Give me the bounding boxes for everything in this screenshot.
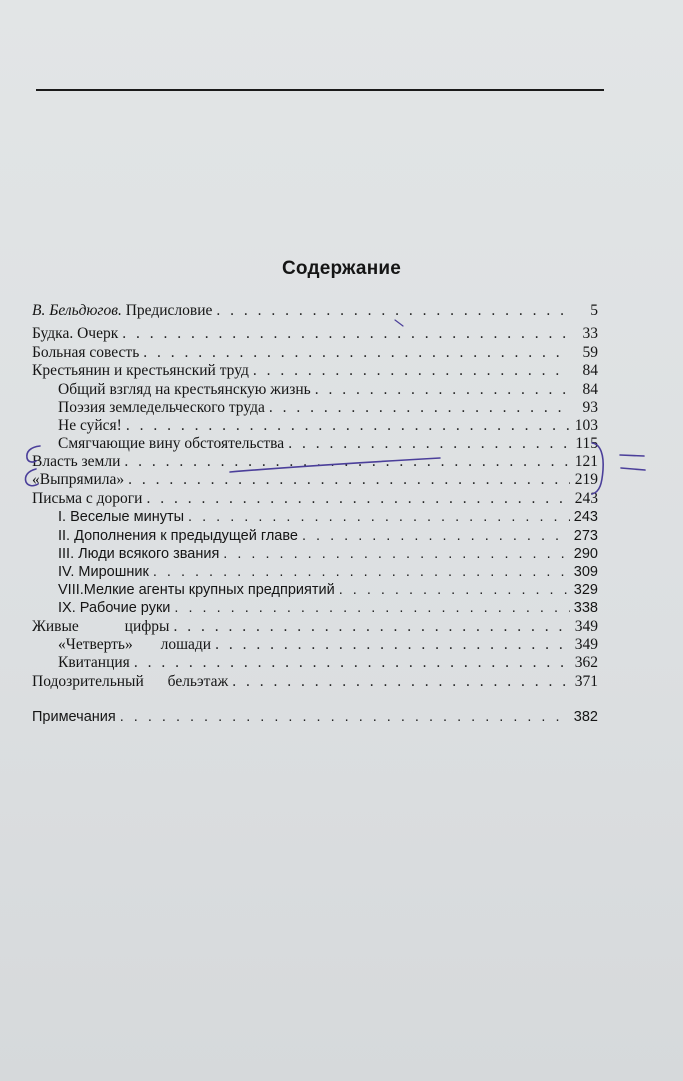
toc-page: 84 bbox=[582, 381, 598, 398]
toc-page: 243 bbox=[573, 509, 598, 525]
toc-label: «Выпрямила» bbox=[32, 471, 125, 488]
toc-page: 349 bbox=[574, 618, 598, 635]
toc-page: 219 bbox=[574, 471, 598, 488]
toc-page: 382 bbox=[573, 709, 598, 725]
toc-page: 243 bbox=[574, 490, 598, 507]
toc-label: Власть земли bbox=[32, 453, 121, 470]
dash-mark bbox=[621, 468, 645, 470]
toc-label: Смягчающие вину обстоятельства bbox=[58, 435, 285, 452]
toc-label: Подозрительный бельэтаж bbox=[32, 673, 229, 690]
toc-page: 59 bbox=[582, 344, 598, 361]
toc-page: 362 bbox=[574, 654, 598, 671]
toc-label: Примечания bbox=[32, 709, 116, 725]
toc-label: Квитанция bbox=[58, 654, 130, 671]
small-stroke bbox=[395, 320, 403, 326]
right-bracket-mark bbox=[592, 443, 603, 494]
toc-page: 338 bbox=[573, 600, 598, 616]
toc-page: 84 bbox=[582, 362, 598, 379]
toc-page: 371 bbox=[574, 673, 598, 690]
toc-label: Живые цифры bbox=[32, 618, 170, 635]
toc-page: 349 bbox=[574, 636, 598, 653]
toc-page: 115 bbox=[575, 435, 598, 452]
toc-page: 93 bbox=[582, 399, 598, 416]
toc-label: Общий взгляд на крестьянскую жизнь bbox=[58, 381, 311, 398]
toc-page: 329 bbox=[573, 582, 598, 598]
toc-label: «Четверть» лошади bbox=[58, 636, 212, 653]
toc-page: 103 bbox=[574, 417, 598, 434]
toc-page: 33 bbox=[582, 325, 598, 342]
dash-mark bbox=[620, 455, 644, 456]
toc-label: Поэзия земледельческого труда bbox=[58, 399, 265, 416]
toc-page: 290 bbox=[573, 546, 598, 562]
toc-page: 121 bbox=[574, 453, 598, 470]
toc-label: Больная совесть bbox=[32, 344, 140, 361]
toc-label: III. Люди всякого звания bbox=[58, 546, 220, 562]
toc-page: 5 bbox=[590, 302, 598, 319]
left-bracket-mark bbox=[27, 446, 40, 462]
underline-stroke bbox=[230, 458, 440, 472]
toc-label: Не суйся! bbox=[58, 417, 122, 434]
page-title: Содержание bbox=[281, 258, 402, 279]
toc-author: В. Бельдюгов. bbox=[32, 302, 122, 319]
toc-label: Крестьянин и крестьянский труд bbox=[32, 362, 249, 379]
toc-label: IX. Рабочие руки bbox=[58, 600, 171, 616]
toc-page: 273 bbox=[573, 528, 598, 544]
toc-label: Предисловие bbox=[121, 302, 213, 319]
toc-label: I. Веселые минуты bbox=[58, 509, 185, 525]
toc-label: Письма с дороги bbox=[32, 490, 143, 507]
left-bracket-mark bbox=[25, 469, 38, 486]
toc-page: 309 bbox=[573, 564, 598, 580]
toc-label: II. Дополнения к предыдущей главе bbox=[58, 528, 298, 544]
toc-label: IV. Мирошник bbox=[58, 564, 149, 580]
toc-label: VIII.Мелкие агенты крупных предприятий bbox=[58, 582, 335, 598]
toc-label: Будка. Очерк bbox=[32, 325, 119, 342]
